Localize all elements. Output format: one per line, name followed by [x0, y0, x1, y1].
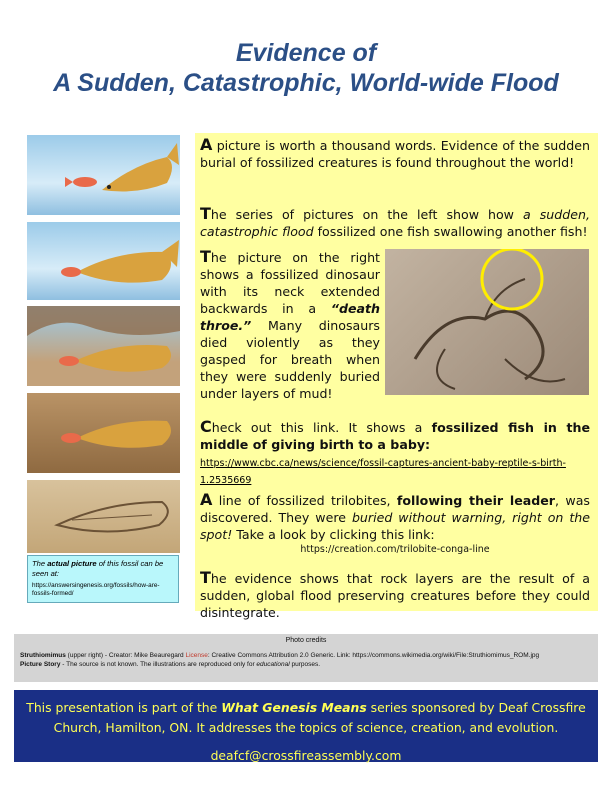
paragraph-5: A line of fossilized trilobites, following their leader, was discovered. They were buried without warning, right on the spot! Take a look by clicking this link: https://creation.com/trilobite-conga-line [200, 490, 590, 555]
paragraph-4: Check out this link. It shows a fossilized fish in the middle of giving birth to a baby: https://www.cbc.ca/news/science/fossil-captures-ancient-baby-reptile-s-birth-1.2535669 [200, 417, 590, 486]
fish-approaching-illustration [27, 135, 180, 215]
title-line-2: A Sudden, Catastrophic, World-wide Flood [53, 69, 559, 97]
highlight-circle-icon [482, 249, 542, 309]
story-panel-2 [27, 222, 180, 300]
story-panel-3 [27, 306, 180, 386]
mud-avalanche-illustration [27, 306, 180, 386]
fossil-birth-link[interactable]: https://www.cbc.ca/news/science/fossil-captures-ancient-baby-reptile-s-birth-1.2535669 [200, 458, 566, 486]
paragraph-1: A picture is worth a thousand words. Evidence of the sudden burial of fossilized creatures is found throughout the world! [200, 135, 590, 170]
paragraph-2: The series of pictures on the left show how a sudden, catastrophic flood fossilized one fish swallowing another fish! [200, 204, 590, 239]
evidence-panel [195, 133, 598, 620]
paragraph-3: The picture on the right shows a fossilized dinosaur with its neck extended backwards in a “death throe.” Many dinosaurs died violently as they gasped for breath when they were suddenly buried under layers of mud! [200, 247, 380, 401]
title-line-1: Evidence of [235, 39, 377, 67]
trilobite-link[interactable]: https://creation.com/trilobite-conga-line [300, 544, 490, 555]
fossil-fish-illustration [27, 480, 180, 553]
footer-banner: This presentation is part of the What Genesis Means series sponsored by Deaf Crossfire Church, Hamilton, ON. It addresses the topics of science, creation, and evolution. deafcf@crossfireassembly.com [14, 690, 598, 762]
fossil-source-note: The actual picture of this fossil can be seen at: https://answersingenesis.org/fossils/how-are-fossils-formed/ [27, 555, 179, 603]
dinosaur-fossil-photo [385, 249, 589, 395]
story-panel-4 [27, 393, 180, 473]
photo-credits: Photo credits Struthiomimus (upper right) - Creator: Mike Beauregard License: Creative Commons Attribution 2.0 Generic. Link: https://commons.wikimedia.org/wiki/File:Struthiomimus_ROM.jpg Picture Story - The source is not known. The illustrations are reproduced only for educational purposes. [14, 634, 598, 682]
fish-swallowing-illustration [27, 222, 180, 300]
paragraph-6: The evidence shows that rock layers are the result of a sudden, global flood preserving creatures before they could disintegrate. [200, 568, 590, 620]
fossil-source-link[interactable]: https://answersingenesis.org/fossils/how-are-fossils-formed/ [32, 582, 160, 597]
buried-fish-illustration [27, 393, 180, 473]
story-panel-1 [27, 135, 180, 215]
contact-email[interactable]: deafcf@crossfireassembly.com [210, 748, 402, 763]
story-panel-5 [27, 480, 180, 553]
